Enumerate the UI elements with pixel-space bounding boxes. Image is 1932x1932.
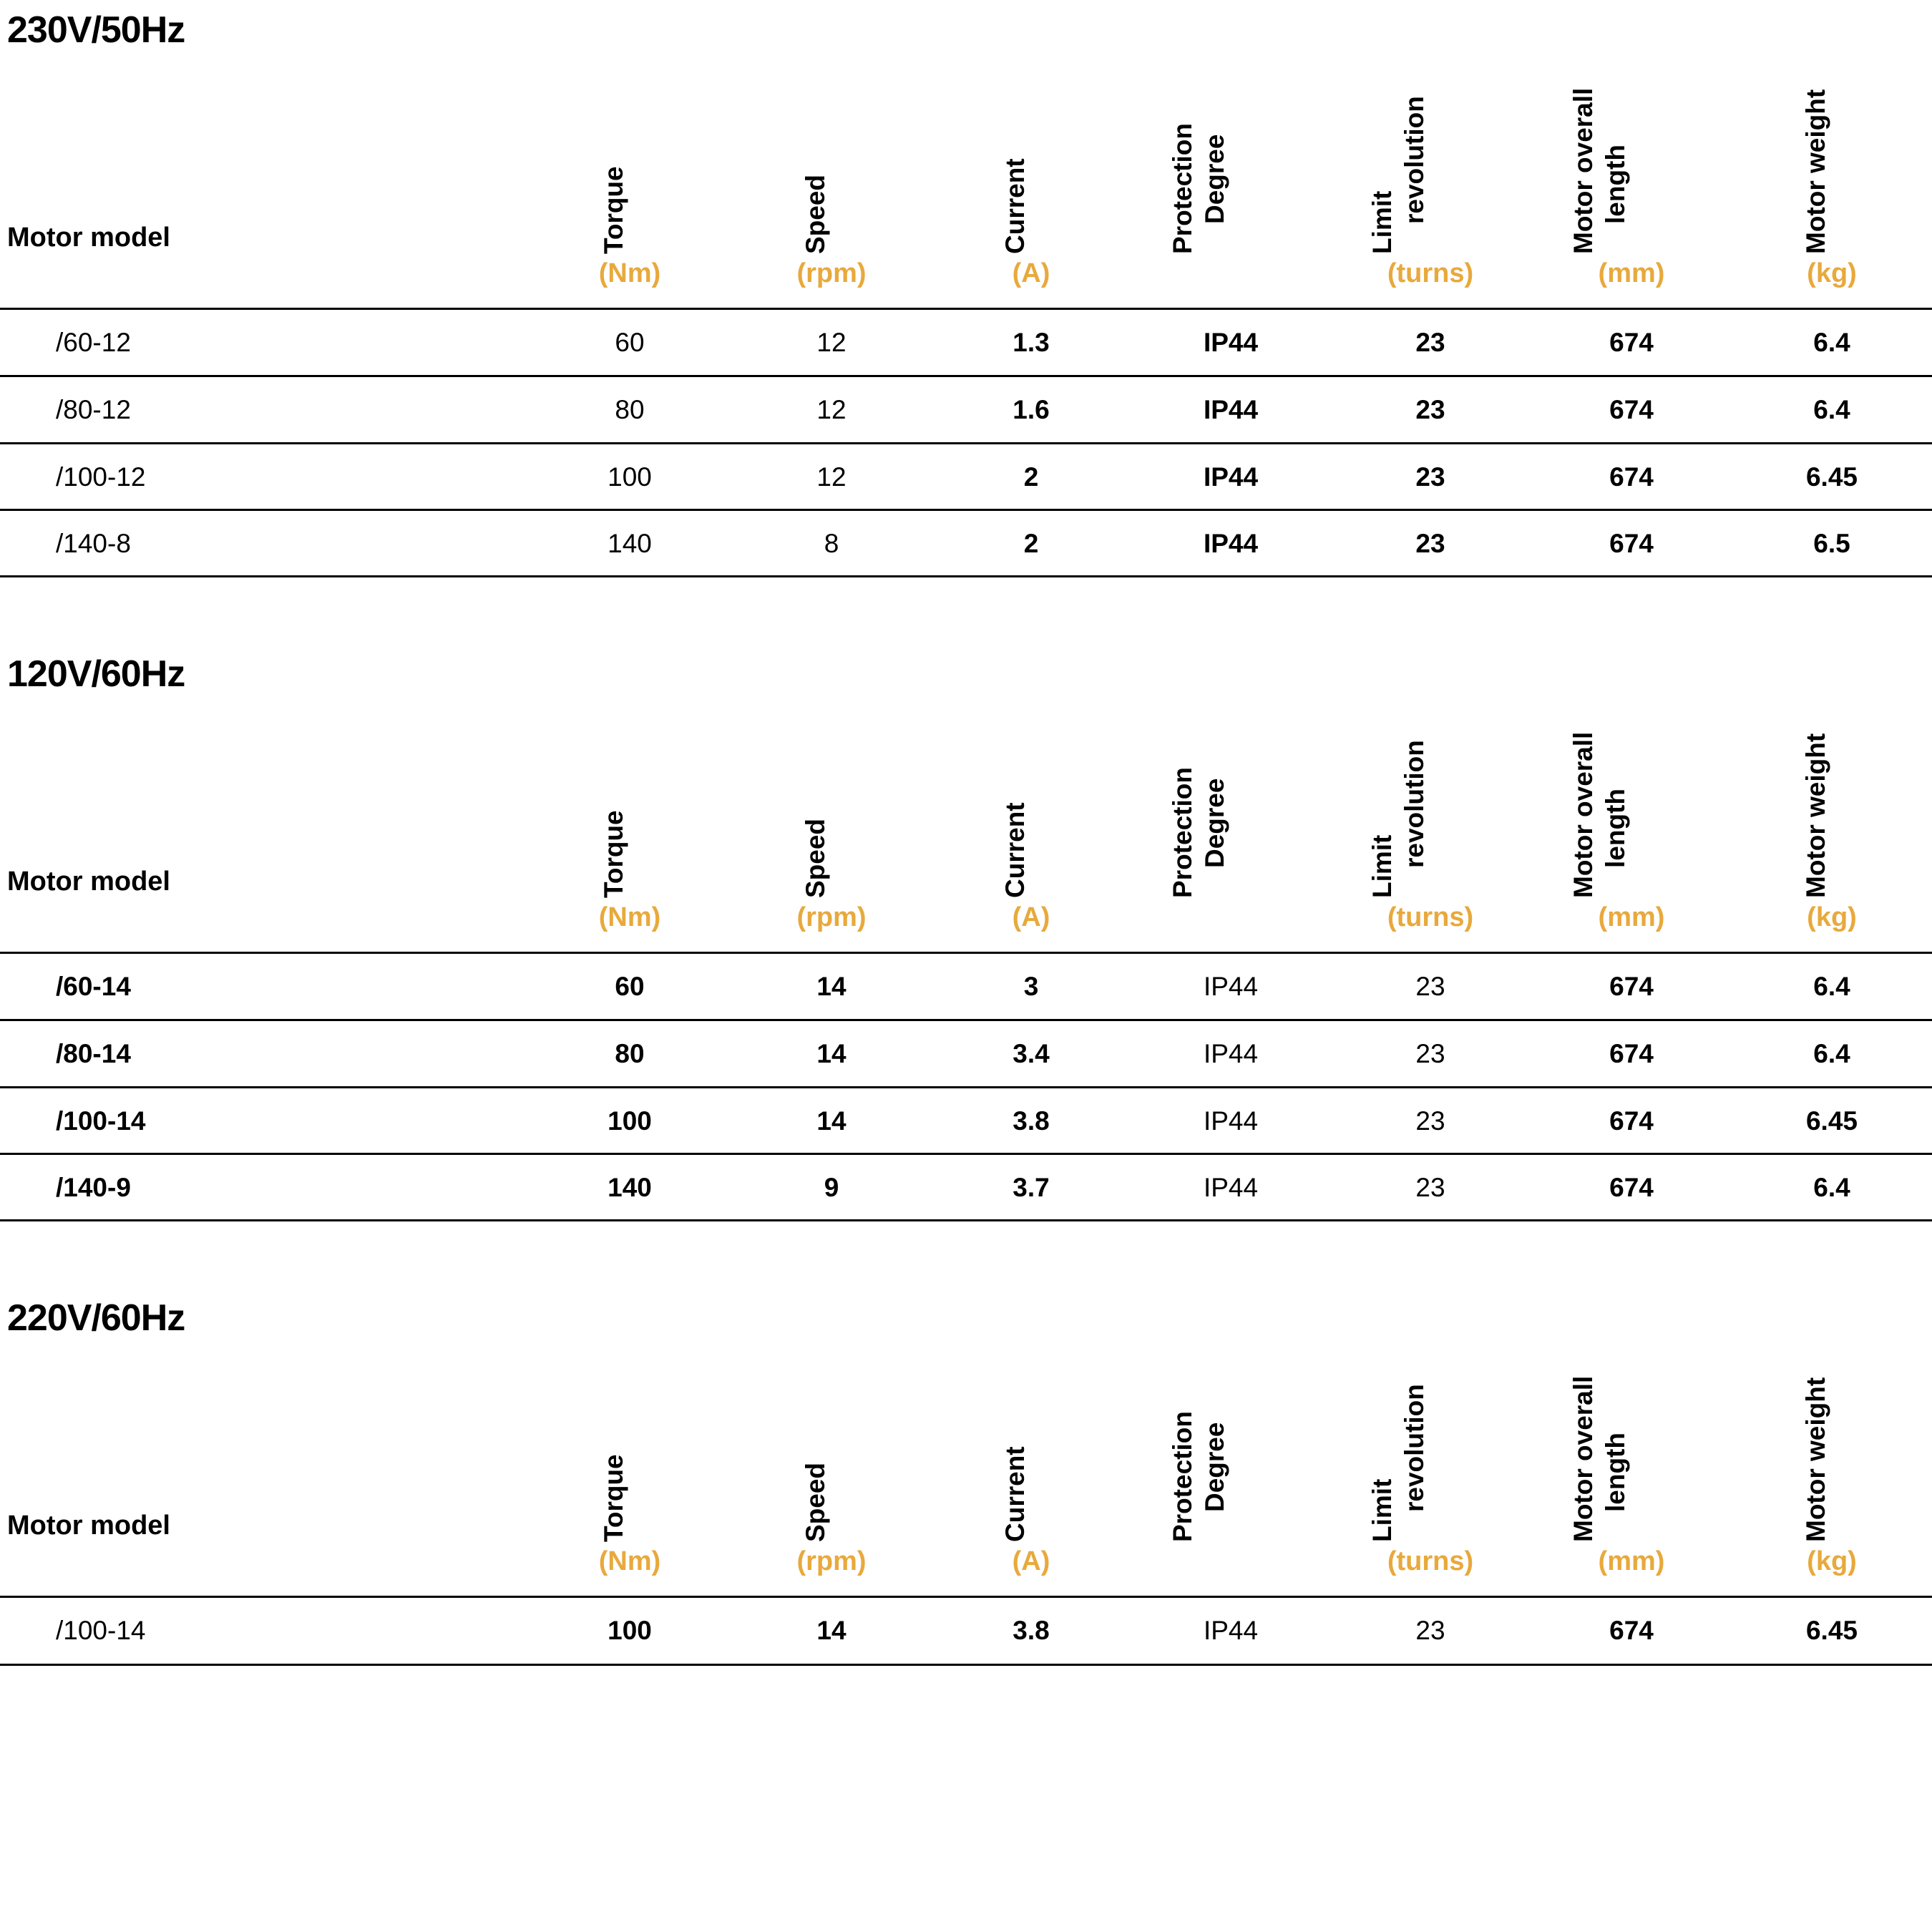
- limit-header-line2: revolution: [1400, 1384, 1429, 1512]
- column-header-motor-model: Motor model: [7, 1511, 170, 1541]
- cell-weight: 6.4: [1813, 328, 1850, 357]
- table-row: [0, 1155, 1932, 1221]
- cell-limit: 23: [1415, 972, 1445, 1001]
- cell-length: 674: [1609, 1039, 1654, 1068]
- cell-protection: IP44: [1203, 1039, 1259, 1068]
- current-unit: (A): [1012, 902, 1050, 932]
- table-bottom-rule: [0, 1219, 1932, 1221]
- current-unit: (A): [1012, 1546, 1050, 1576]
- protection-header-line1: Protection: [1168, 767, 1197, 898]
- torque-unit: (Nm): [598, 902, 661, 932]
- section-120v-60hz: [0, 644, 1932, 1288]
- cell-weight: 6.45: [1805, 1616, 1858, 1645]
- cell-torque: 80: [615, 395, 645, 424]
- column-header-overall-length: [1560, 723, 1703, 937]
- cell-torque: 60: [615, 972, 645, 1001]
- torque-header-label: Torque: [599, 1454, 628, 1542]
- column-header-motor-model: Motor model: [7, 867, 170, 897]
- table-row: [0, 954, 1932, 1020]
- cell-weight: 6.4: [1813, 395, 1850, 424]
- cell-current: 2: [1023, 529, 1039, 558]
- cell-torque: 140: [608, 1173, 652, 1202]
- column-header-speed: [760, 79, 903, 293]
- cell-model: /60-12: [56, 328, 131, 357]
- cell-current: 3.8: [1013, 1106, 1050, 1136]
- cell-protection: IP44: [1203, 462, 1259, 492]
- length-header-line2: length: [1601, 145, 1630, 224]
- cell-current: 2: [1023, 462, 1039, 492]
- cell-length: 674: [1609, 1173, 1654, 1202]
- table-bottom-rule: [0, 575, 1932, 577]
- protection-header-line1: Protection: [1168, 123, 1197, 254]
- column-header-current: [960, 723, 1103, 937]
- speed-header-label: Speed: [801, 174, 830, 254]
- cell-weight: 6.45: [1805, 462, 1858, 492]
- cell-current: 3.8: [1013, 1616, 1050, 1645]
- column-header-motor-weight: [1760, 79, 1903, 293]
- column-header-torque: [558, 79, 701, 293]
- table-row: [0, 444, 1932, 510]
- length-header-line2: length: [1601, 1433, 1630, 1512]
- limit-header-line1: Limit: [1367, 1478, 1397, 1542]
- section-230v-50hz: [0, 0, 1932, 644]
- torque-unit: (Nm): [598, 258, 661, 288]
- cell-current: 1.6: [1013, 395, 1050, 424]
- limit-unit: (turns): [1387, 1546, 1474, 1576]
- cell-length: 674: [1609, 529, 1654, 558]
- cell-limit: 23: [1415, 328, 1445, 357]
- column-header-protection: [1159, 1367, 1302, 1581]
- length-unit: (mm): [1598, 258, 1665, 288]
- cell-limit: 23: [1415, 1173, 1445, 1202]
- cell-weight: 6.5: [1813, 529, 1850, 558]
- cell-torque: 60: [615, 328, 645, 357]
- column-header-motor-weight: [1760, 1367, 1903, 1581]
- weight-header-label: Motor weight: [1801, 733, 1830, 898]
- protection-header-line1: Protection: [1168, 1411, 1197, 1542]
- limit-header-line2: revolution: [1400, 740, 1429, 868]
- cell-torque: 80: [615, 1039, 645, 1068]
- speed-unit: (rpm): [796, 1546, 867, 1576]
- cell-model: /60-14: [56, 972, 131, 1001]
- column-header-limit-revolution: [1359, 79, 1502, 293]
- cell-protection: IP44: [1203, 972, 1259, 1001]
- column-header-motor-model: Motor model: [7, 223, 170, 253]
- cell-length: 674: [1609, 1616, 1654, 1645]
- cell-length: 674: [1609, 1106, 1654, 1136]
- cell-torque: 100: [608, 462, 652, 492]
- cell-limit: 23: [1415, 395, 1445, 424]
- column-header-protection: [1159, 723, 1302, 937]
- cell-model: /100-14: [56, 1106, 146, 1136]
- weight-unit: (kg): [1807, 258, 1857, 288]
- cell-model: /140-8: [56, 529, 131, 558]
- cell-protection: IP44: [1203, 1106, 1259, 1136]
- cell-current: 3.4: [1013, 1039, 1050, 1068]
- column-header-torque: [558, 1367, 701, 1581]
- column-header-overall-length: [1560, 79, 1703, 293]
- column-header-speed: [760, 723, 903, 937]
- cell-protection: IP44: [1203, 395, 1259, 424]
- protection-header-line2: Degree: [1200, 778, 1229, 868]
- cell-speed: 14: [816, 1106, 847, 1136]
- cell-torque: 100: [608, 1106, 652, 1136]
- column-header-overall-length: [1560, 1367, 1703, 1581]
- table-row: [0, 511, 1932, 577]
- limit-unit: (turns): [1387, 902, 1474, 932]
- section-title: 120V/60Hz: [7, 653, 185, 695]
- cell-limit: 23: [1415, 529, 1445, 558]
- weight-unit: (kg): [1807, 902, 1857, 932]
- column-header-current: [960, 79, 1103, 293]
- cell-speed: 8: [824, 529, 839, 558]
- cell-protection: IP44: [1203, 328, 1259, 357]
- table-row: [0, 1088, 1932, 1154]
- cell-protection: IP44: [1203, 529, 1259, 558]
- weight-header-label: Motor weight: [1801, 89, 1830, 254]
- column-header-protection: [1159, 79, 1302, 293]
- cell-limit: 23: [1415, 1039, 1445, 1068]
- section-title: 230V/50Hz: [7, 9, 185, 51]
- cell-length: 674: [1609, 462, 1654, 492]
- length-header-line2: length: [1601, 789, 1630, 868]
- length-header-line1: Motor overall: [1568, 87, 1598, 254]
- length-unit: (mm): [1598, 902, 1665, 932]
- current-header-label: Current: [1000, 158, 1030, 254]
- column-header-limit-revolution: [1359, 1367, 1502, 1581]
- cell-length: 674: [1609, 328, 1654, 357]
- cell-limit: 23: [1415, 462, 1445, 492]
- cell-limit: 23: [1415, 1106, 1445, 1136]
- cell-model: /140-9: [56, 1173, 131, 1202]
- cell-speed: 12: [816, 395, 847, 424]
- cell-weight: 6.4: [1813, 1039, 1850, 1068]
- torque-unit: (Nm): [598, 1546, 661, 1576]
- cell-model: /80-14: [56, 1039, 131, 1068]
- cell-weight: 6.45: [1805, 1106, 1858, 1136]
- cell-torque: 140: [608, 529, 652, 558]
- length-unit: (mm): [1598, 1546, 1665, 1576]
- cell-torque: 100: [608, 1616, 652, 1645]
- torque-header-label: Torque: [599, 166, 628, 254]
- table-row: [0, 377, 1932, 443]
- cell-weight: 6.4: [1813, 972, 1850, 1001]
- cell-model: /100-12: [56, 462, 146, 492]
- protection-header-line2: Degree: [1200, 134, 1229, 224]
- limit-header-line2: revolution: [1400, 96, 1429, 224]
- cell-speed: 14: [816, 1616, 847, 1645]
- weight-header-label: Motor weight: [1801, 1377, 1830, 1542]
- limit-header-line1: Limit: [1367, 190, 1397, 254]
- speed-header-label: Speed: [801, 1462, 830, 1542]
- table-bottom-rule: [0, 1664, 1932, 1666]
- section-title: 220V/60Hz: [7, 1297, 185, 1339]
- cell-limit: 23: [1415, 1616, 1445, 1645]
- column-header-speed: [760, 1367, 903, 1581]
- cell-current: 3: [1023, 972, 1039, 1001]
- current-header-label: Current: [1000, 802, 1030, 898]
- torque-header-label: Torque: [599, 810, 628, 898]
- table-row: [0, 1598, 1932, 1664]
- cell-speed: 14: [816, 972, 847, 1001]
- cell-speed: 12: [816, 462, 847, 492]
- limit-unit: (turns): [1387, 258, 1474, 288]
- current-unit: (A): [1012, 258, 1050, 288]
- cell-model: /100-14: [56, 1616, 146, 1645]
- speed-unit: (rpm): [796, 258, 867, 288]
- cell-current: 1.3: [1013, 328, 1050, 357]
- speed-header-label: Speed: [801, 818, 830, 898]
- cell-speed: 12: [816, 328, 847, 357]
- cell-length: 674: [1609, 395, 1654, 424]
- cell-weight: 6.4: [1813, 1173, 1850, 1202]
- cell-protection: IP44: [1203, 1616, 1259, 1645]
- column-header-current: [960, 1367, 1103, 1581]
- cell-speed: 9: [824, 1173, 839, 1202]
- current-header-label: Current: [1000, 1446, 1030, 1542]
- section-220v-60hz: [0, 1288, 1932, 1932]
- cell-length: 674: [1609, 972, 1654, 1001]
- table-row: [0, 310, 1932, 376]
- column-header-torque: [558, 723, 701, 937]
- speed-unit: (rpm): [796, 902, 867, 932]
- cell-speed: 14: [816, 1039, 847, 1068]
- length-header-line1: Motor overall: [1568, 1375, 1598, 1542]
- limit-header-line1: Limit: [1367, 834, 1397, 898]
- length-header-line1: Motor overall: [1568, 731, 1598, 898]
- column-header-motor-weight: [1760, 723, 1903, 937]
- table-row: [0, 1021, 1932, 1087]
- cell-model: /80-12: [56, 395, 131, 424]
- weight-unit: (kg): [1807, 1546, 1857, 1576]
- protection-header-line2: Degree: [1200, 1422, 1229, 1512]
- cell-protection: IP44: [1203, 1173, 1259, 1202]
- column-header-limit-revolution: [1359, 723, 1502, 937]
- cell-current: 3.7: [1013, 1173, 1050, 1202]
